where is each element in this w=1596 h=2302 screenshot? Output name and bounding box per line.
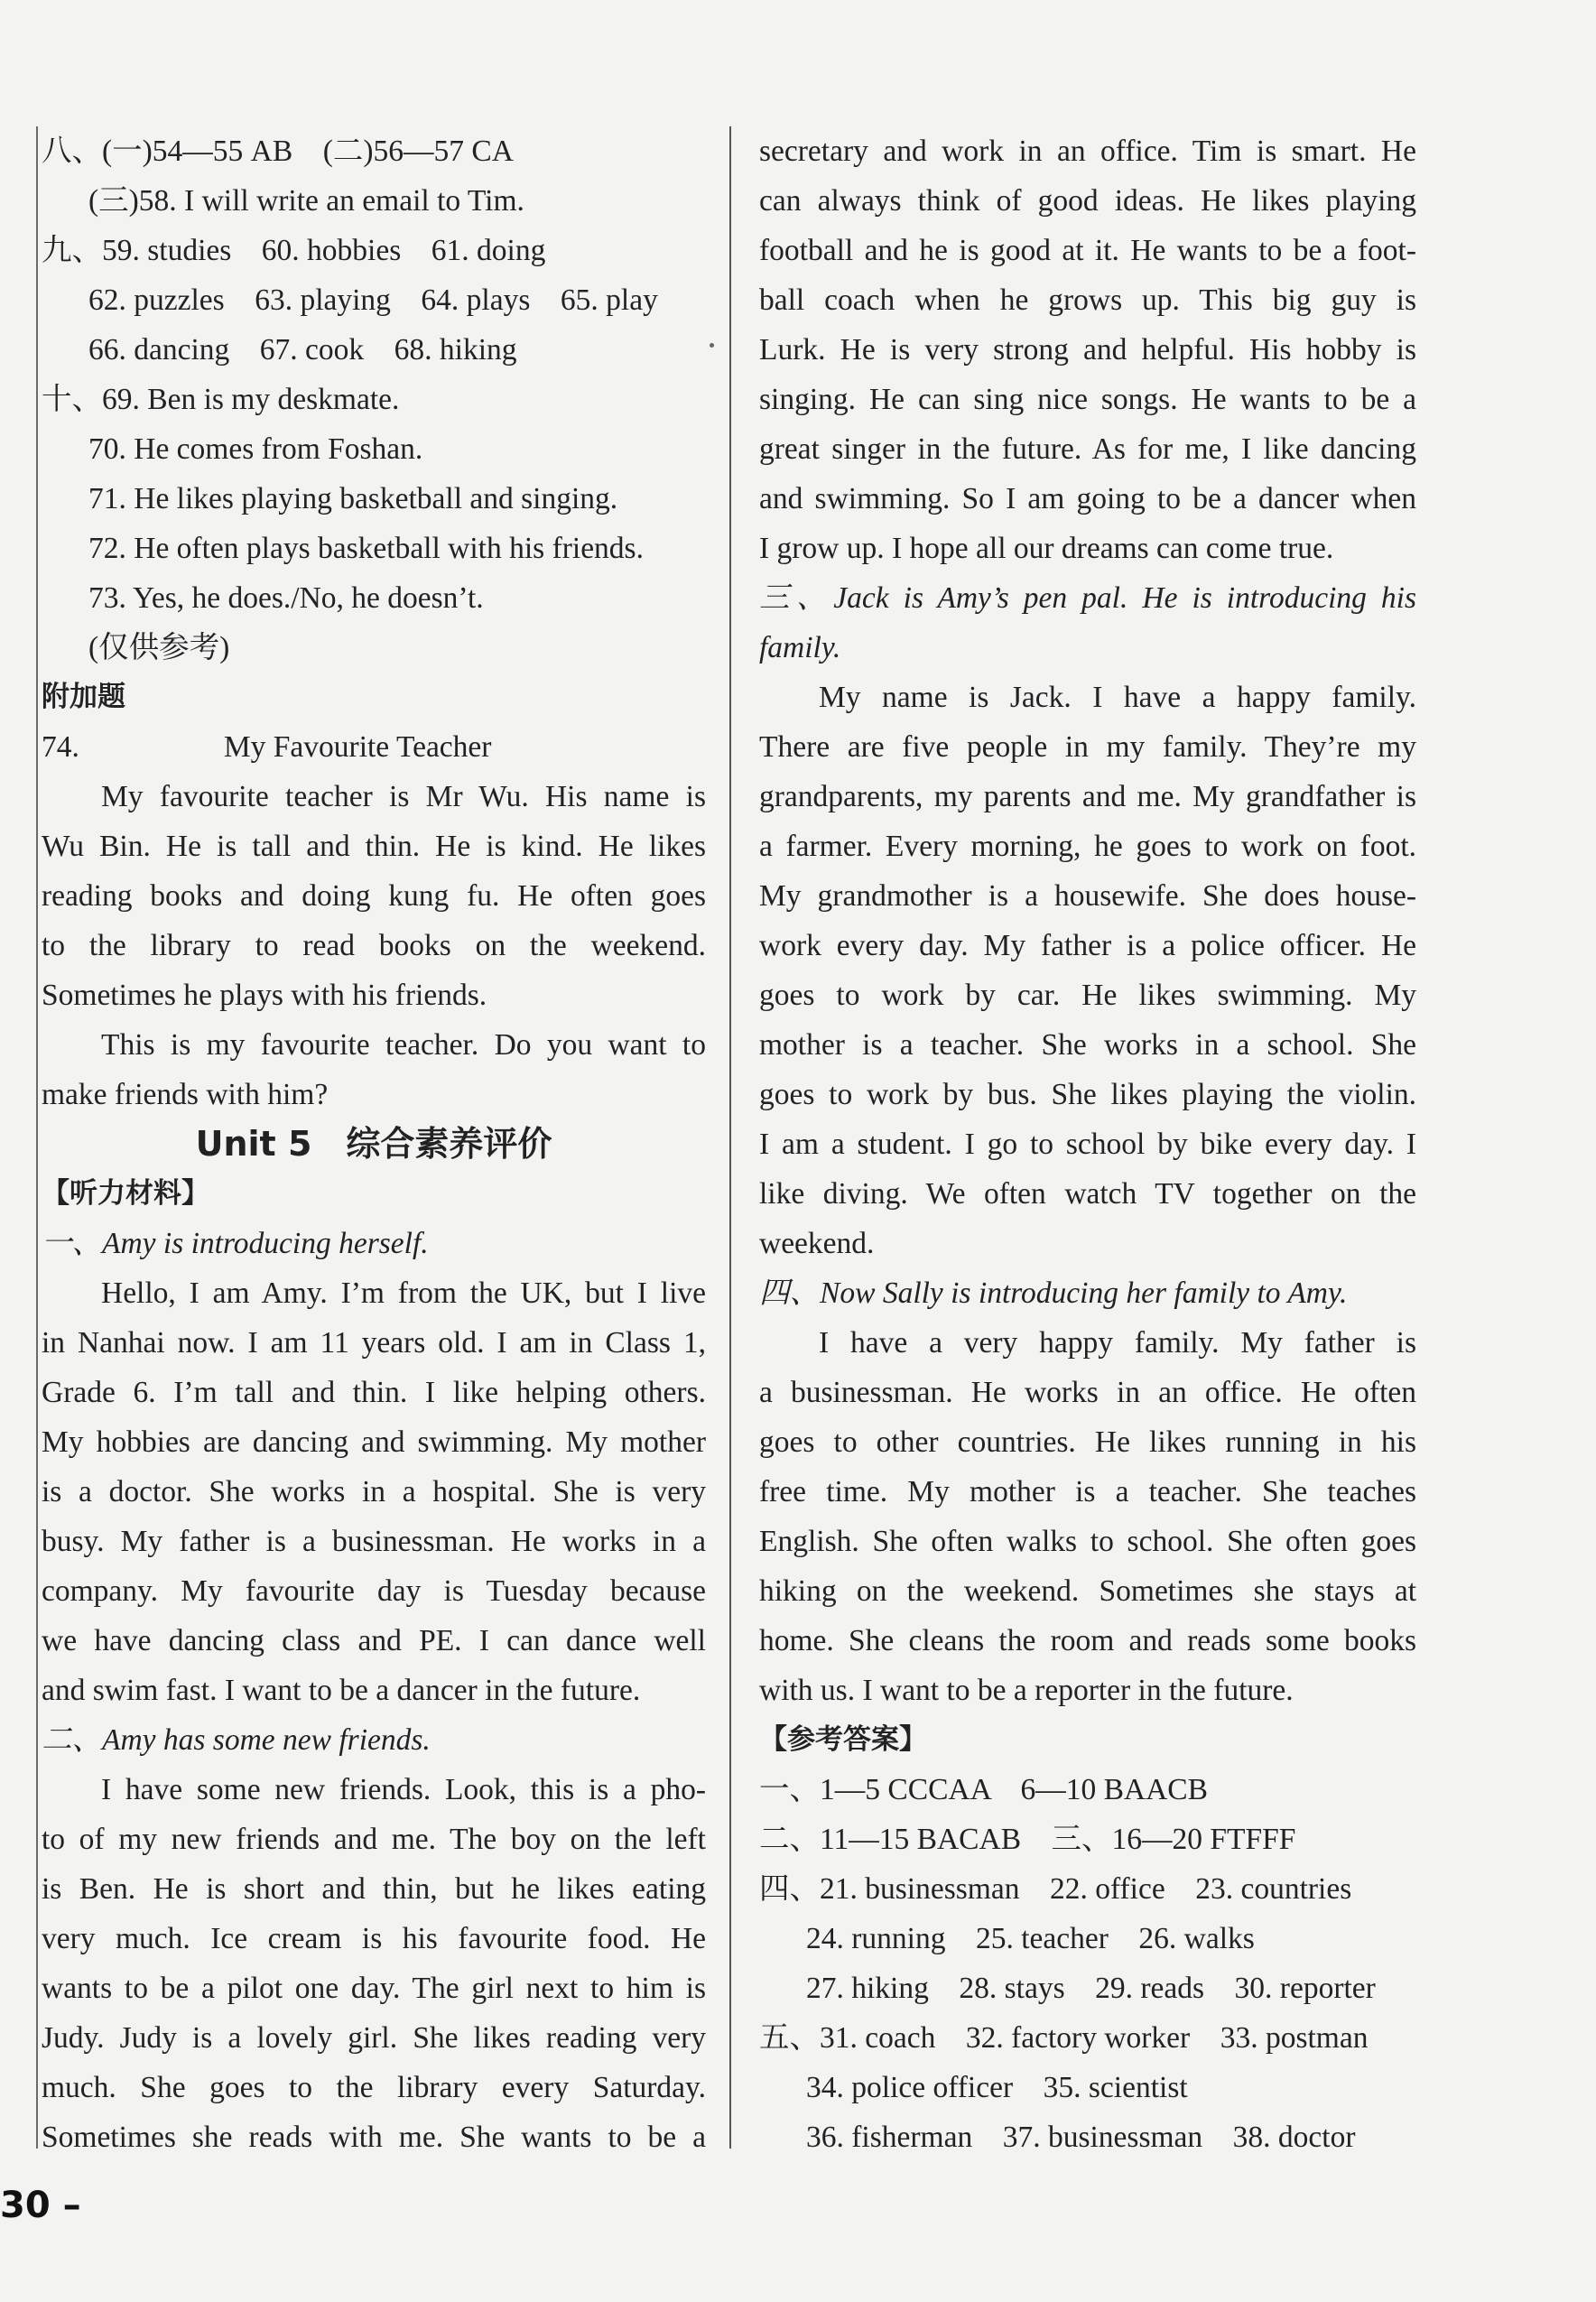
part-1-line: is a doctor. She works in a hospital. She is very — [42, 1475, 706, 1508]
essay-line: Sometimes he plays with his friends. — [42, 979, 487, 1012]
right-column — [759, 126, 1416, 2162]
part-3-heading-cont: family. — [759, 631, 841, 664]
part-4-line: home. She cleans the room and reads some books — [759, 1624, 1416, 1657]
part-3-line: My name is Jack. I have a happy family. — [819, 681, 1416, 714]
part-2-line: is Ben. He is short and thin, but he likes eating — [42, 1872, 706, 1906]
part-3-line: a farmer. Every morning, he goes to work on foot. — [759, 830, 1416, 863]
answer-section-5-line3: 36. fisherman 37. businessman 38. doctor — [806, 2121, 1356, 2154]
answer-section-10-line5: 73. Yes, he does./No, he doesn’t. — [88, 581, 484, 615]
part-1-heading: 一、Amy is introducing herself. — [42, 1227, 429, 1260]
answer-section-4-line2: 24. running 25. teacher 26. walks — [806, 1922, 1255, 1955]
part-3-line: My grandmother is a housewife. She does house- — [759, 879, 1416, 913]
part-3-line: weekend. — [759, 1227, 875, 1260]
answer-section-9-line2: 62. puzzles 63. playing 64. plays 65. play — [88, 283, 658, 317]
part-3-heading: 三、Jack is Amy’s pen pal. He is introducing his — [759, 581, 1416, 615]
part-3-line: goes to work by car. He likes swimming. My — [759, 979, 1416, 1012]
part-3-line: work every day. My father is a police officer. He — [759, 929, 1416, 962]
part-4-line: I have a very happy family. My father is — [819, 1326, 1416, 1360]
part-4-line: goes to other countries. He likes running in his — [759, 1425, 1416, 1459]
left-margin-rule — [36, 126, 38, 2149]
part-2-line: wants to be a pilot one day. The girl next to him is — [42, 1972, 706, 2005]
answer-section-10-note: (仅供参考) — [88, 631, 230, 664]
essay-line: My favourite teacher is Mr Wu. His name is — [101, 780, 706, 813]
part-1-line: company. My favourite day is Tuesday because — [42, 1574, 706, 1608]
part-1-line: in Nanhai now. I am 11 years old. I am in Class 1, — [42, 1326, 706, 1360]
answer-section-5-line2: 34. police officer 35. scientist — [806, 2071, 1188, 2104]
part-2-continued-line: secretary and work in an office. Tim is smart. He — [759, 135, 1416, 168]
part-2-continued-line: singing. He can sing nice songs. He wants to be a — [759, 383, 1416, 416]
essay-line: reading books and doing kung fu. He often goes — [42, 879, 706, 913]
part-3-line: like diving. We often watch TV together on the — [759, 1177, 1416, 1211]
answer-section-10-line3: 71. He likes playing basketball and singing. — [88, 482, 618, 515]
page-number: 30 – — [0, 2185, 81, 2226]
extra-question-heading: 附加题 — [42, 681, 125, 713]
answer-section-9-line3: 66. dancing 67. cook 68. hiking — [88, 333, 517, 367]
part-3-line: I am a student. I go to school by bike every day. I — [759, 1128, 1416, 1161]
answer-section-4-line3: 27. hiking 28. stays 29. reads 30. reporter — [806, 1972, 1376, 2005]
part-4-line: free time. My mother is a teacher. She teaches — [759, 1475, 1416, 1508]
answers-heading: 【参考答案】 — [759, 1723, 927, 1756]
essay-line: make friends with him? — [42, 1078, 329, 1111]
part-4-heading: 四、Now Sally is introducing her family to Amy. — [759, 1276, 1348, 1310]
part-2-continued-line: and swimming. So I am going to be a dancer when — [759, 482, 1416, 515]
part-3-line: grandparents, my parents and me. My grandfather is — [759, 780, 1416, 813]
part-2-continued-line: can always think of good ideas. He likes playing — [759, 184, 1416, 218]
part-4-line: hiking on the weekend. Sometimes she stays at — [759, 1574, 1416, 1608]
part-2-line: Sometimes she reads with me. She wants to be a — [42, 2121, 706, 2154]
unit-title: Unit 5 综合素养评价 — [195, 1124, 552, 1164]
part-1-line: Hello, I am Amy. I’m from the UK, but I live — [101, 1276, 706, 1310]
part-1-line: busy. My father is a businessman. He works in a — [42, 1525, 706, 1558]
part-2-continued-line: ball coach when he grows up. This big guy is — [759, 283, 1416, 317]
part-2-line: very much. Ice cream is his favourite food. He — [42, 1922, 706, 1955]
part-1-line: we have dancing class and PE. I can dance well — [42, 1624, 706, 1657]
part-4-line: with us. I want to be a reporter in the future. — [759, 1674, 1294, 1707]
part-2-line: I have some new friends. Look, this is a pho- — [101, 1773, 706, 1806]
part-1-line: Grade 6. I’m tall and thin. I like helping others. — [42, 1376, 706, 1409]
column-divider — [729, 126, 731, 2149]
essay-number: 74. — [42, 730, 79, 764]
listening-heading: 【听力材料】 — [42, 1177, 209, 1210]
essay-line: Wu Bin. He is tall and thin. He is kind. He likes — [42, 830, 706, 863]
essay-title: My Favourite Teacher — [223, 730, 492, 764]
left-column — [42, 126, 706, 2162]
part-2-continued-line: I grow up. I hope all our dreams can come true. — [759, 532, 1334, 565]
answer-section-10-line2: 70. He comes from Foshan. — [88, 432, 423, 466]
answer-section-9-line1: 九、59. studies 60. hobbies 61. doing — [42, 234, 546, 267]
part-2-continued-line: Lurk. He is very strong and helpful. His hobby is — [759, 333, 1416, 367]
part-4-line: English. She often walks to school. She often goes — [759, 1525, 1416, 1558]
answer-section-8-line2: (三)58. I will write an email to Tim. — [88, 184, 524, 218]
part-3-line: There are five people in my family. They’re my — [759, 730, 1416, 764]
part-1-line: My hobbies are dancing and swimming. My mother — [42, 1425, 706, 1459]
answer-section-8-line1: 八、(一)54—55 AB (二)56—57 CA — [42, 135, 514, 168]
essay-line: This is my favourite teacher. Do you want to — [101, 1028, 706, 1062]
answer-section-2-3: 二、11—15 BACAB 三、16—20 FTFFF — [759, 1823, 1296, 1856]
part-3-line: mother is a teacher. She works in a school. She — [759, 1028, 1416, 1062]
answer-section-1: 一、1—5 CCCAA 6—10 BAACB — [759, 1773, 1208, 1806]
print-dot — [710, 343, 714, 348]
answer-section-4-line1: 四、21. businessman 22. office 23. countries — [759, 1872, 1352, 1906]
essay-line: to the library to read books on the weekend. — [42, 929, 706, 962]
answer-section-10-line1: 十、69. Ben is my deskmate. — [42, 383, 400, 416]
part-2-heading: 二、Amy has some new friends. — [42, 1723, 431, 1757]
answer-section-10-line4: 72. He often plays basketball with his friends. — [88, 532, 644, 565]
answer-section-5-line1: 五、31. coach 32. factory worker 33. postman — [759, 2021, 1369, 2055]
part-2-line: Judy. Judy is a lovely girl. She likes reading very — [42, 2021, 706, 2055]
part-2-continued-line: football and he is good at it. He wants to be a foot- — [759, 234, 1416, 267]
essay-heading-line — [42, 722, 706, 772]
part-4-line: a businessman. He works in an office. He often — [759, 1376, 1416, 1409]
part-2-continued-line: great singer in the future. As for me, I like dancing — [759, 432, 1416, 466]
part-2-line: much. She goes to the library every Saturday. — [42, 2071, 706, 2104]
part-1-line: and swim fast. I want to be a dancer in the future. — [42, 1674, 641, 1707]
part-3-line: goes to work by bus. She likes playing the violin. — [759, 1078, 1416, 1111]
part-2-line: to of my new friends and me. The boy on the left — [42, 1823, 706, 1856]
